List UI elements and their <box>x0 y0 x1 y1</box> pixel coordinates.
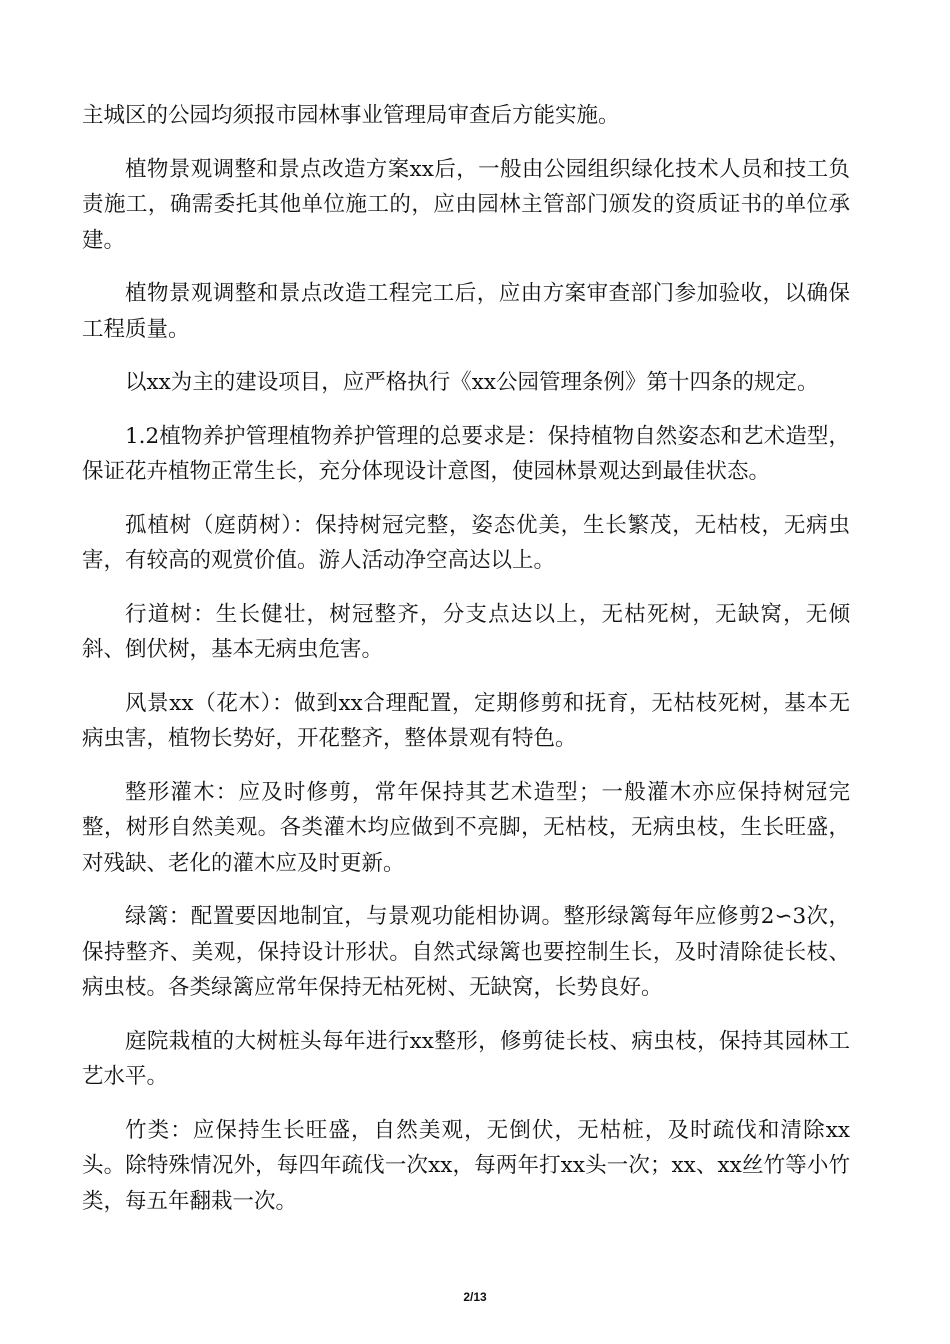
paragraph-4: 以xx为主的建设项目，应严格执行《xx公园管理条例》第十四条的规定。 <box>125 370 819 395</box>
paragraph-12: 竹类：应保持生长旺盛，自然美观，无倒伏，无枯桩，及时疏伐和清除xx头。除特殊情况外，每四年疏伐一次xx，每两年打xx头一次；xx、xx丝竹等小竹类，每五年翻栽一次。 <box>82 1117 850 1214</box>
paragraph-5: 1.2植物养护管理植物养护管理的总要求是：保持植物自然姿态和艺术造型，保证花卉植物正常生长，充分体现设计意图，使园林景观达到最佳状态。 <box>82 423 850 484</box>
paragraph-10: 绿篱：配置要因地制宜，与景观功能相协调。整形绿篱每年应修剪2∽3次，保持整齐、美观，保持设计形状。自然式绿篱也要控制生长，及时清除徒长枝、病虫枝。各类绿篱应常年保持无枯死树、无缺窝，长势良好。 <box>82 904 850 1000</box>
paragraph-8: 风景xx（花木）：做到xx合理配置，定期修剪和抚育，无枯枝死树，基本无病虫害，植物长势好，开花整齐，整体景观有特色。 <box>82 690 850 751</box>
paragraph-3: 植物景观调整和景点改造工程完工后，应由方案审查部门参加验收，以确保工程质量。 <box>82 281 850 342</box>
paragraph-6: 孤植树（庭荫树）：保持树冠完整，姿态优美，生长繁茂，无枯枝，无病虫害，有较高的观赏价值。游人活动净空高达以上。 <box>82 512 850 573</box>
paragraph-9: 整形灌木：应及时修剪，常年保持其艺术造型；一般灌木亦应保持树冠完整，树形自然美观。各类灌木均应做到不亮脚，无枯枝，无病虫枝，生长旺盛，对残缺、老化的灌木应及时更新。 <box>82 779 850 876</box>
paragraph-1: 主城区的公园均须报市园林事业管理局审查后方能实施。 <box>82 103 620 128</box>
page-number: 2/13 <box>463 1290 487 1304</box>
paragraph-11: 庭院栽植的大树桩头每年进行xx整形，修剪徒长枝、病虫枝，保持其园林工艺水平。 <box>82 1028 850 1089</box>
paragraph-2: 植物景观调整和景点改造方案xx后，一般由公园组织绿化技术人员和技工负责施工，确需委托其他单位施工的，应由园林主管部门颁发的资质证书的单位承建。 <box>82 156 850 253</box>
document-body <box>82 98 850 1237</box>
paragraph-7: 行道树：生长健壮，树冠整齐，分支点达以上，无枯死树，无缺窝，无倾斜、倒伏树，基本无病虫危害。 <box>82 601 850 662</box>
